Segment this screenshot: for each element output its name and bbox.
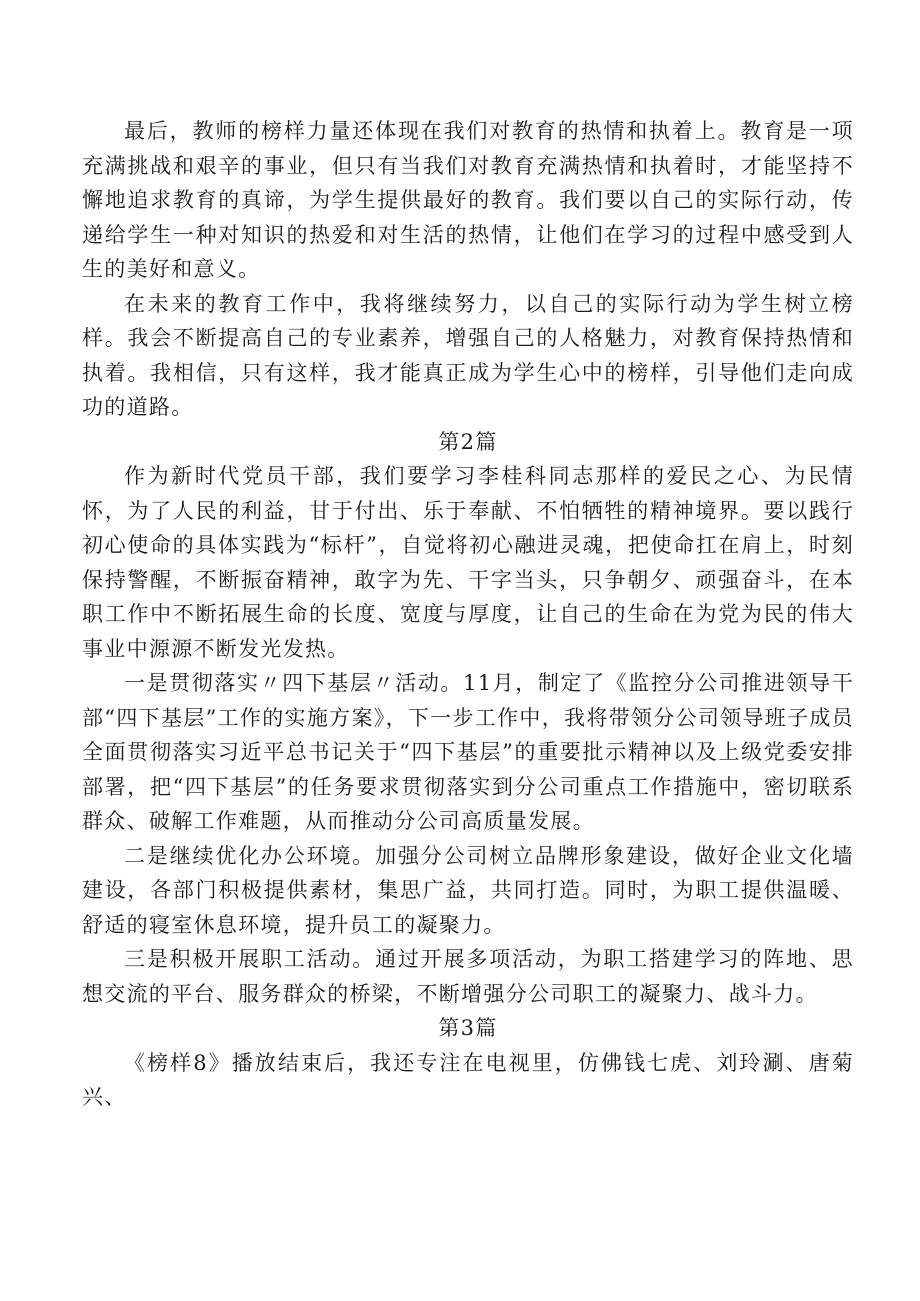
paragraph-5: 二是继续优化办公环境。加强分公司树立品牌形象建设，做好企业文化墙建设，各部门积极提供素材，集思广益，共同打造。同时，为职工提供温暖、舒适的寝室休息环境，提升员工的凝聚力。: [82, 843, 854, 937]
section-heading-2: 第2篇: [438, 429, 498, 454]
paragraph-3: 作为新时代党员干部，我们要学习李桂科同志那样的爱民之心、为民情怀，为了人民的利益，甘于付出、乐于奉献、不怕牺牲的精神境界。要以践行初心使命的具体实践为“标杆”，自觉将初心融进灵魂，把使命扛在肩上，时刻保持警醒，不断振奋精神，敢字为先、干字当头，只争朝夕、顽强奋斗，在本职工作中不断拓展生命的长度、宽度与厚度，让自己的生命在为党为民的伟大事业中源源不断发光发热。: [82, 464, 854, 661]
paragraph-6: 三是积极开展职工活动。通过开展多项活动，为职工搭建学习的阵地、思想交流的平台、服务群众的桥梁，不断增强分公司职工的凝聚力、战斗力。: [82, 947, 854, 1006]
paragraph-1: 最后，教师的榜样力量还体现在我们对教育的热情和执着上。教育是一项充满挑战和艰辛的事业，但只有当我们对教育充满热情和执着时，才能坚持不懈地追求教育的真谛，为学生提供最好的教育。我们要以自己的实际行动，传递给学生一种对知识的热爱和对生活的热情，让他们在学习的过程中感受到人生的美好和意义。: [82, 119, 854, 281]
paragraph-7: 《榜样8》播放结束后，我还专注在电视里，仿佛钱七虎、刘玲涮、唐菊兴、: [82, 1050, 854, 1109]
document-body: [82, 114, 854, 1115]
paragraph-4: 一是贯彻落实〃四下基层〃活动。11月，制定了《监控分公司推进领导干部“四下基层”工作的实施方案》，下一步工作中，我将带领分公司领导班子成员全面贯彻落实习近平总书记关于“四下基层”的重要批示精神以及上级党委安排部署，把“四下基层”的任务要求贯彻落实到分公司重点工作措施中，密切联系群众、破解工作难题，从而推动分公司高质量发展。: [82, 671, 854, 833]
section-heading-3: 第3篇: [438, 1016, 498, 1040]
paragraph-2: 在未来的教育工作中，我将继续努力，以自己的实际行动为学生树立榜样。我会不断提高自己的专业素养，增强自己的人格魅力，对教育保持热情和执着。我相信，只有这样，我才能真正成为学生心中的榜样，引导他们走向成功的道路。: [82, 291, 854, 419]
